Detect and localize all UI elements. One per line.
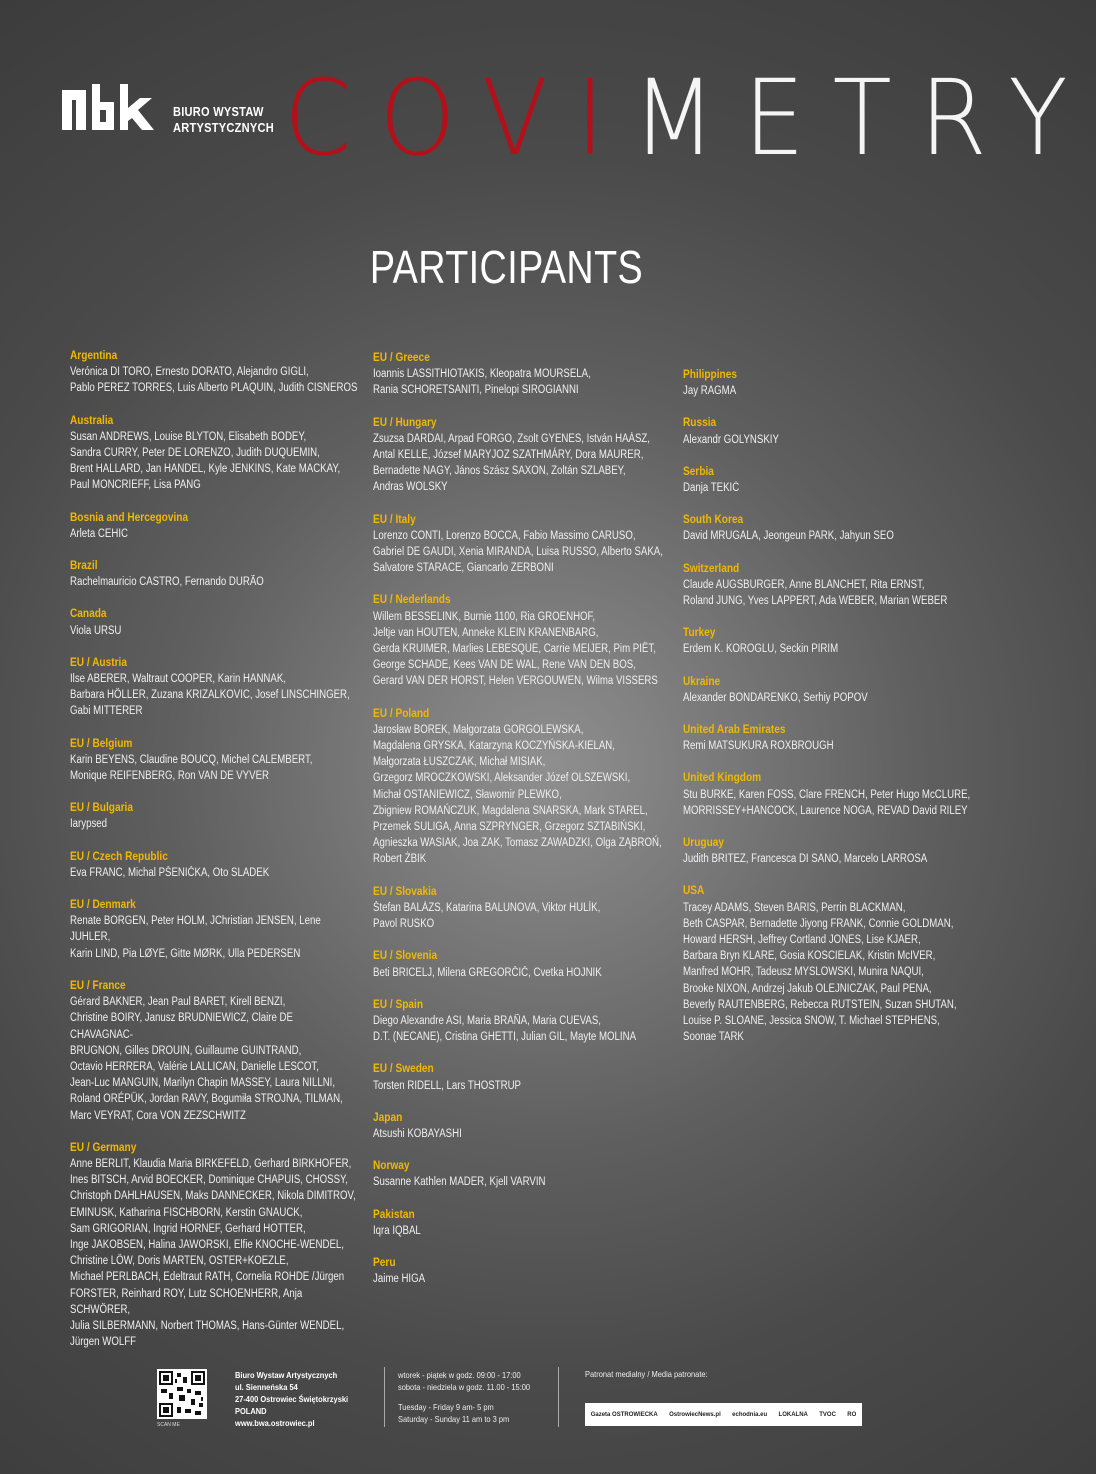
participant-names: Anne BERLIT, Klaudia Maria BIRKEFELD, Gerhard BIRKHOFER, Ines BITSCH, Arvid BOECKER, Dominique CHAPUIS, CHOSSY, Christoph DAHLHAUSEN, Maks DANNECKER, Nikola DIMITROV, EMINUSK, Katharina FISCHBORN, Kerstin GNAUCK, Sam GRIGORIAN, Ingrid HORNEF, Gerhard HOTTER, Inge JAKOBSEN, Halina JAWORSKI, Elfie KNOCHE-WENDEL, Christine LÖW, Doris MARTEN, OSTER+KOEZLE, Michael PERLBACH, Edeltraut RATH, Cornelia ROHDE /Jürgen FORSTER, Reinhard ROY, Lutz SCHOENHERR, Anja SCHWÖRER, Julia SILBERMANN, Norbert THOMAS, Hans-Günter WENDEL, Jürgen WOLFF (70, 1157, 356, 1349)
country-name: Brazil (70, 560, 98, 573)
participant-names: Rachelmauricio CASTRO, Fernando DURÃO (70, 576, 264, 589)
participant-names: Jarosław BOREK, Małgorzata GORGOLEWSKA, Magdalena GRYSKA, Katarzyna KOCZYŃSKA-KIELAN, Małgorzata ŁUSZCZAK, Michał MISIAK, Grzegorz MROCZKOWSKI, Aleksander Józef OLSZEWSKI, Michał OSTANIEWICZ, Sławomir PLEWKO, Zbigniew ROMAŃCZUK, Magdalena SNARSKA, Mark STAREL, Przemek SULIGA, Anna SZPRYNGER, Grzegorz SZTABIŃSKI, Agnieszka WASIAK, Joa ZAK, Tomasz ZAWADZKI, Olga ZĄBROŃ, Robert ŻBIK (373, 723, 662, 866)
participant-names: Danja TEKIĆ (683, 482, 740, 495)
address-line: 27-400 Ostrowiec Świętokrzyski (235, 1394, 349, 1404)
country-entry (683, 367, 983, 399)
participant-names: Alexandr GOLYNSKIY (683, 433, 779, 446)
country-entry (683, 415, 983, 447)
country-name: EU / Bulgaria (70, 802, 133, 815)
participant-names: Ilse ABERER, Waltraut COOPER, Karin HANNAK, Barbara HÖLLER, Zuzana KRIZALKOVIC, Josef LINSCHINGER, Gabi MITTERER (70, 673, 350, 718)
country-entry (373, 350, 673, 399)
participant-names: David MRUGALA, Jeongeun PARK, Jahyun SEO (683, 530, 894, 543)
participant-names: Tracey ADAMS, Steven BARIS, Perrin BLACKMAN, Beth CASPAR, Bernadette Jiyong FRANK, Connie GOLDMAN, Howard HERSH, Jeffrey Cortland JONES, Lise KJAER, Barbara Bryn KLARE, Gosia KOSCIELAK, Kristin McIVER, Manfred MOHR, Tadeusz MYSLOWSKI, Munira NAQUI, Brooke NIXON, Andrzej Jakub OLEJNICZAK, Paul PENA, Beverly RAUTENBERG, Rebecca RUTSTEIN, Suzan SHUTAN, Louise P. SLOANE, Jessica SNOW, T. Michael STEPHENS, Soonae TARK (683, 901, 957, 1044)
country-entry (70, 800, 360, 832)
country-entry (373, 884, 673, 933)
country-name: EU / Austria (70, 656, 127, 669)
footer-divider (558, 1367, 559, 1427)
participants-heading: PARTICIPANTS (369, 241, 644, 293)
hours-line: Tuesday - Friday 9 am- 5 pm (398, 1402, 494, 1412)
country-entry (70, 1140, 360, 1351)
org-name-line2: ARTYSTYCZNYCH (173, 120, 274, 135)
title-white-part: METRY (632, 57, 1096, 179)
country-name: EU / Germany (70, 1141, 137, 1154)
org-name (173, 104, 274, 136)
bwa-logo (58, 80, 166, 136)
participant-names: Jay RAGMA (683, 385, 737, 398)
participant-names: Jaime HIGA (373, 1273, 426, 1286)
country-name: Turkey (683, 627, 716, 640)
country-entry (683, 835, 983, 867)
country-name: EU / Hungary (373, 416, 437, 429)
country-name: EU / Spain (373, 998, 424, 1011)
country-entry (373, 592, 673, 689)
participants-column-3 (683, 367, 983, 1062)
country-entry (70, 348, 360, 397)
participant-names: Alexander BONDARENKO, Serhiy POPOV (683, 691, 868, 704)
country-entry (373, 706, 673, 868)
country-entry (70, 736, 360, 785)
country-entry (373, 415, 673, 496)
country-name: Australia (70, 414, 114, 427)
country-entry (373, 997, 673, 1046)
participant-names: Zsuzsa DARDAI, Arpad FORGO, Zsolt GYENES, István HAÁSZ, Antal KELLE, József MARYJOZ SZATHMÁRY, Dora MAURER, Bernadette NAGY, János Szász SAXON, Zoltán SZLABEY, Andras WOLSKY (373, 432, 651, 494)
country-entry (683, 464, 983, 496)
country-entry (683, 674, 983, 706)
country-entry (70, 510, 360, 542)
country-name: EU / Italy (373, 513, 416, 526)
country-entry (70, 558, 360, 590)
participant-names: Viola URSU (70, 624, 122, 637)
country-entry (683, 512, 983, 544)
participant-names: Claude AUGSBURGER, Anne BLANCHET, Rita ERNST, Roland JUNG, Yves LAPPERT, Ada WEBER, Marian WEBER (683, 578, 948, 608)
website-link[interactable]: www.bwa.ostrowiec.pl (235, 1418, 315, 1428)
country-name: EU / Slovenia (373, 950, 438, 963)
country-entry (373, 948, 673, 980)
country-name: Philippines (683, 369, 737, 381)
participants-column-1 (70, 348, 360, 1366)
participant-names: Diego Alexandre ASI, Maria BRAÑA, Maria CUEVAS, D.T. (NECANE), Cristina GHETTI, Julian GIL, Mayte MOLINA (373, 1014, 637, 1044)
country-entry (373, 512, 673, 577)
country-name: Argentina (70, 350, 118, 362)
country-entry (683, 625, 983, 657)
country-entry (70, 849, 360, 881)
country-entry (70, 606, 360, 638)
participants-column-2 (373, 350, 673, 1303)
opening-hours (398, 1369, 530, 1425)
country-name: Canada (70, 608, 107, 621)
title-red-part: COVI (284, 57, 633, 179)
country-entry (683, 722, 983, 754)
participant-names: Remi MATSUKURA ROXBROUGH (683, 740, 834, 753)
country-name: USA (683, 885, 705, 898)
country-name: EU / Czech Republic (70, 850, 168, 863)
participant-names: Judith BRITEZ, Francesca DI SANO, Marcelo LARROSA (683, 853, 928, 866)
participant-names: Iarypsed (70, 818, 108, 831)
address-line: POLAND (235, 1406, 267, 1416)
country-name: United Arab Emirates (683, 724, 786, 737)
country-name: Russia (683, 417, 717, 430)
participant-names: Beti BRICELJ, Milena GREGORČIČ, Cvetka HOJNIK (373, 966, 602, 979)
country-name: Serbia (683, 465, 714, 478)
country-name: EU / Sweden (373, 1063, 434, 1076)
participant-names: Karin BEYENS, Claudine BOUCQ, Michel CALEMBERT, Monique REIFENBERG, Ron VAN DE VYVER (70, 753, 313, 783)
participant-names: Štefan BALÁZS, Katarina BALUNOVA, Viktor HULÍK, Pavol RUSKO (373, 901, 601, 931)
participant-names: Ioannis LASSITHIOTAKIS, Kleopatra MOURSELA, Rania SCHORETSANITI, Pinelopi SIROGIANNI (373, 368, 591, 397)
participant-names: Lorenzo CONTI, Lorenzo BOCCA, Fabio Massimo CARUSO, Gabriel DE GAUDI, Xenia MIRANDA, Luisa RUSSO, Alberto SAKA, Salvatore STARACE, Giancarlo ZERBONI (373, 529, 663, 575)
country-name: EU / Greece (373, 352, 430, 364)
sponsor-logo[interactable]: LOKALNA (778, 1411, 808, 1418)
country-name: Ukraine (683, 675, 721, 688)
exhibition-title (284, 58, 1095, 178)
country-entry (373, 1255, 673, 1287)
participant-names: Verónica DI TORO, Ernesto DORATO, Alejandro GIGLI, Pablo PEREZ TORRES, Luis Alberto PLAQUIN, Judith CISNEROS (70, 366, 358, 395)
country-name: South Korea (683, 514, 744, 527)
participant-names: Iqra IQBAL (373, 1224, 421, 1237)
country-name: EU / Nederlands (373, 594, 451, 607)
country-entry (70, 413, 360, 494)
country-name: Uruguay (683, 837, 725, 850)
media-patronage-label: Patronat medialny / Media patronate: (585, 1369, 708, 1379)
participant-names: Eva FRANC, Michal PŠENIČKA, Oto SLADEK (70, 866, 270, 879)
country-entry (373, 1061, 673, 1093)
qr-label: SCAN ME (157, 1422, 180, 1428)
org-name-line1: BIURO WYSTAW (173, 104, 264, 119)
country-name: EU / Denmark (70, 899, 136, 912)
sponsor-logo[interactable]: echodnia.eu (732, 1411, 768, 1418)
country-name: EU / Slovakia (373, 885, 437, 898)
participant-names: Stu BURKE, Karen FOSS, Clare FRENCH, Peter Hugo McCLURE, MORRISSEY+HANCOCK, Laurence NOGA, REVAD David RILEY (683, 788, 971, 817)
country-name: Switzerland (683, 562, 740, 575)
country-entry (70, 655, 360, 720)
hours-line: Saturday - Sunday 11 am to 3 pm (398, 1414, 510, 1424)
participant-names: Arleta CEHIC (70, 527, 128, 540)
participant-names: Erdem K. KOROGLU, Seckin PIRIM (683, 643, 839, 656)
country-entry (373, 1110, 673, 1142)
country-entry (373, 1207, 673, 1239)
country-entry (373, 1158, 673, 1190)
address-line: ul. Sienneńska 54 (235, 1382, 298, 1392)
country-entry (683, 561, 983, 610)
hours-line: sobota - niedziela w godz. 11.00 - 15:00 (398, 1382, 531, 1392)
country-name: United Kingdom (683, 772, 762, 785)
participant-names: Willem BESSELINK, Burnie 1100, Ria GROENHOF, Jeltje van HOUTEN, Anneke KLEIN KRANENBARG, Gerda KRUIMER, Marlies LEBESQUE, Carrie MEIJER, Pim PIËT, George SCHADE, Kees VAN DE WAL, Rene VAN DEN BOS, Gerard VAN DER HORST, Helen VERGOUWEN, Wilma VISSERS (373, 610, 658, 688)
address-line: Biuro Wystaw Artystycznych (235, 1370, 338, 1380)
participant-names: Susan ANDREWS, Louise BLYTON, Elisabeth BODEY, Sandra CURRY, Peter DE LORENZO, Judith DUQUEMIN, Brent HALLARD, Jan HANDEL, Kyle JENKINS, Kate MACKAY, Paul MONCRIEFF, Lisa PANG (70, 430, 341, 492)
country-entry (70, 897, 360, 962)
sponsor-logo[interactable]: RO (847, 1411, 857, 1418)
participant-names: Atsushi KOBAYASHI (373, 1127, 462, 1140)
participant-names: Torsten RIDELL, Lars THOSTRUP (373, 1079, 521, 1092)
sponsor-logo[interactable]: TVOC (819, 1411, 836, 1418)
country-name: EU / France (70, 979, 126, 992)
sponsor-logo[interactable]: Gazeta OSTROWIECKA (590, 1411, 658, 1418)
participant-names: Renate BORGEN, Peter HOLM, JChristian JENSEN, Lene JUHLER, Karin LIND, Pia LØYE, Gitte MØRK, Ulla PEDERSEN (70, 915, 321, 960)
hours-line: wtorek - piątek w godz. 09:00 - 17:00 (398, 1370, 521, 1380)
country-entry (683, 770, 983, 819)
country-entry (683, 883, 983, 1045)
country-name: EU / Poland (373, 707, 430, 720)
qr-code[interactable] (157, 1369, 207, 1419)
country-name: Japan (373, 1111, 403, 1124)
participant-names: Susanne Kathlen MADER, Kjell VARVIN (373, 1176, 546, 1189)
country-name: Bosnia and Hercegovina (70, 511, 189, 524)
country-name: EU / Belgium (70, 737, 133, 750)
footer (0, 1365, 1013, 1435)
country-name: Peru (373, 1256, 396, 1269)
country-name: Norway (373, 1160, 410, 1173)
country-name: Pakistan (373, 1208, 415, 1221)
country-entry (70, 978, 360, 1124)
address-block (235, 1369, 348, 1429)
participant-names: Gérard BAKNER, Jean Paul BARET, Kirell BENZI, Christine BOIRY, Janusz BRUDNIEWICZ, Claire DE CHAVAGNAC- BRUGNON, Gilles DROUIN, Guillaume GUINTRAND, Octavio HERRERA, Valérie LALLICAN, Danielle LESCOT, Jean-Luc MANGUIN, Marilyn Chapin MASSEY, Laura NILLNI, Roland ORÉPÜK, Jordan RAVY, Bogumiła STROJNA, TILMAN, Marc VEYRAT, Cora VON ZEZSCHWITZ (70, 996, 343, 1122)
sponsor-logo[interactable]: OstrowiecNews.pl (669, 1411, 721, 1418)
footer-divider (384, 1367, 385, 1427)
sponsor-logos (585, 1403, 862, 1426)
